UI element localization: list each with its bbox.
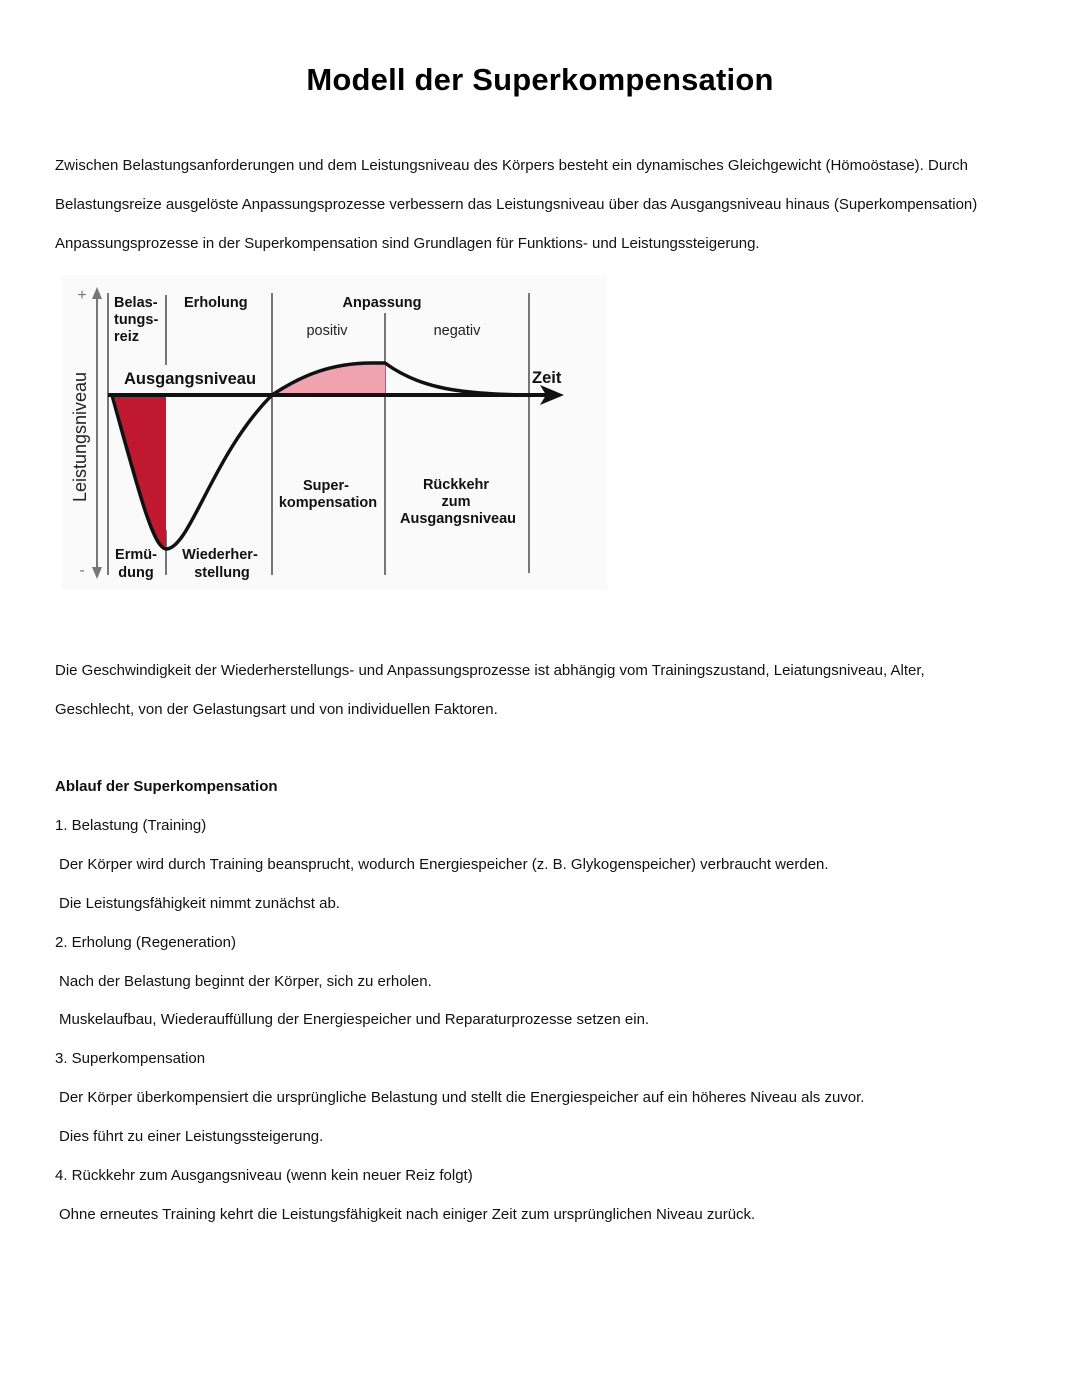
superkompensation-diagram xyxy=(62,275,607,590)
steps-heading: Ablauf der Superkompensation xyxy=(55,778,278,795)
diagram-svg xyxy=(62,275,607,590)
step-title: 2. Erholung (Regeneration) xyxy=(55,933,236,951)
y-plus-label: + xyxy=(77,287,87,304)
label-ausgangsniveau: Ausgangsniveau xyxy=(124,370,257,388)
step-title: 4. Rückkehr zum Ausgangsniveau (wenn kein neuer Reiz folgt) xyxy=(55,1167,473,1185)
page-title: Modell der Superkompensation xyxy=(306,62,774,97)
step-line: Der Körper überkompensiert die ursprüngliche Belastung und stellt die Energiespeicher auf ein höheres Niveau als zuvor. xyxy=(59,1089,865,1107)
y-axis-title: Leistungsniveau xyxy=(70,371,90,503)
step-line: Dies führt zu einer Leistungssteigerung. xyxy=(59,1128,324,1146)
intro-line: Anpassungsprozesse in der Superkompensation sind Grundlagen für Funktions- und Leistungssteigerung. xyxy=(55,235,760,252)
label-superkompensation: Super- kompensation xyxy=(278,478,378,511)
title-wrapper xyxy=(0,62,1080,98)
label-ermuedung: Ermü- dung xyxy=(115,547,157,581)
step-line: Nach der Belastung beginnt der Körper, sich zu erholen. xyxy=(59,972,432,990)
y-axis-up-arrow-icon xyxy=(92,287,102,299)
label-positiv: positiv xyxy=(306,323,348,339)
step-title: 3. Superkompensation xyxy=(55,1050,206,1068)
step-line: Die Leistungsfähigkeit nimmt zunächst ab. xyxy=(59,894,340,912)
step-line: Ohne erneutes Training kehrt die Leistungsfähigkeit nach einiger Zeit zum ursprünglichen Niveau zurück. xyxy=(59,1205,756,1223)
label-wiederherstellung: Wiederher- stellung xyxy=(182,547,258,581)
step-line: Muskelaufbau, Wiederauffüllung der Energiespeicher und Reparaturprozesse setzen ein. xyxy=(59,1011,650,1029)
label-anpassung: Anpassung xyxy=(342,295,422,311)
label-zeit: Zeit xyxy=(532,369,562,387)
label-belastungsreiz: Belas- tungs- reiz xyxy=(114,295,159,345)
intro-line: Belastungsreize ausgelöste Anpassungsprozesse verbessern das Leistungsniveau über das Ausgangsniveau hinaus (Superkompensation) xyxy=(55,196,978,213)
fatigue-area xyxy=(114,395,166,547)
step-title: 1. Belastung (Training) xyxy=(55,816,207,834)
intro-line: Zwischen Belastungsanforderungen und dem Leistungsniveau des Körpers besteht ein dynamisches Gleichgewicht (Hömoöstase). Durch xyxy=(55,157,969,174)
intro-paragraph xyxy=(55,146,977,263)
label-negativ: negativ xyxy=(433,323,481,339)
factors-line: Die Geschwindigkeit der Wiederherstellungs- und Anpassungsprozesse ist abhängig vom Trainingszustand, Leiatungsniveau, Alter, xyxy=(55,662,925,679)
factors-line: Geschlecht, von der Gelastungsart und von individuellen Faktoren. xyxy=(55,701,498,718)
label-erholung: Erholung xyxy=(184,295,248,311)
y-axis-down-arrow-icon xyxy=(92,567,102,579)
factors-paragraph xyxy=(55,651,925,729)
y-minus-label: - xyxy=(79,562,85,579)
step-line: Der Körper wird durch Training beansprucht, wodurch Energiespeicher (z. B. Glykogenspeicher) verbraucht werden. xyxy=(59,855,829,873)
label-rueckkehr: Rückkehr zum Ausgangsniveau xyxy=(399,477,517,527)
steps-section xyxy=(55,768,864,1235)
